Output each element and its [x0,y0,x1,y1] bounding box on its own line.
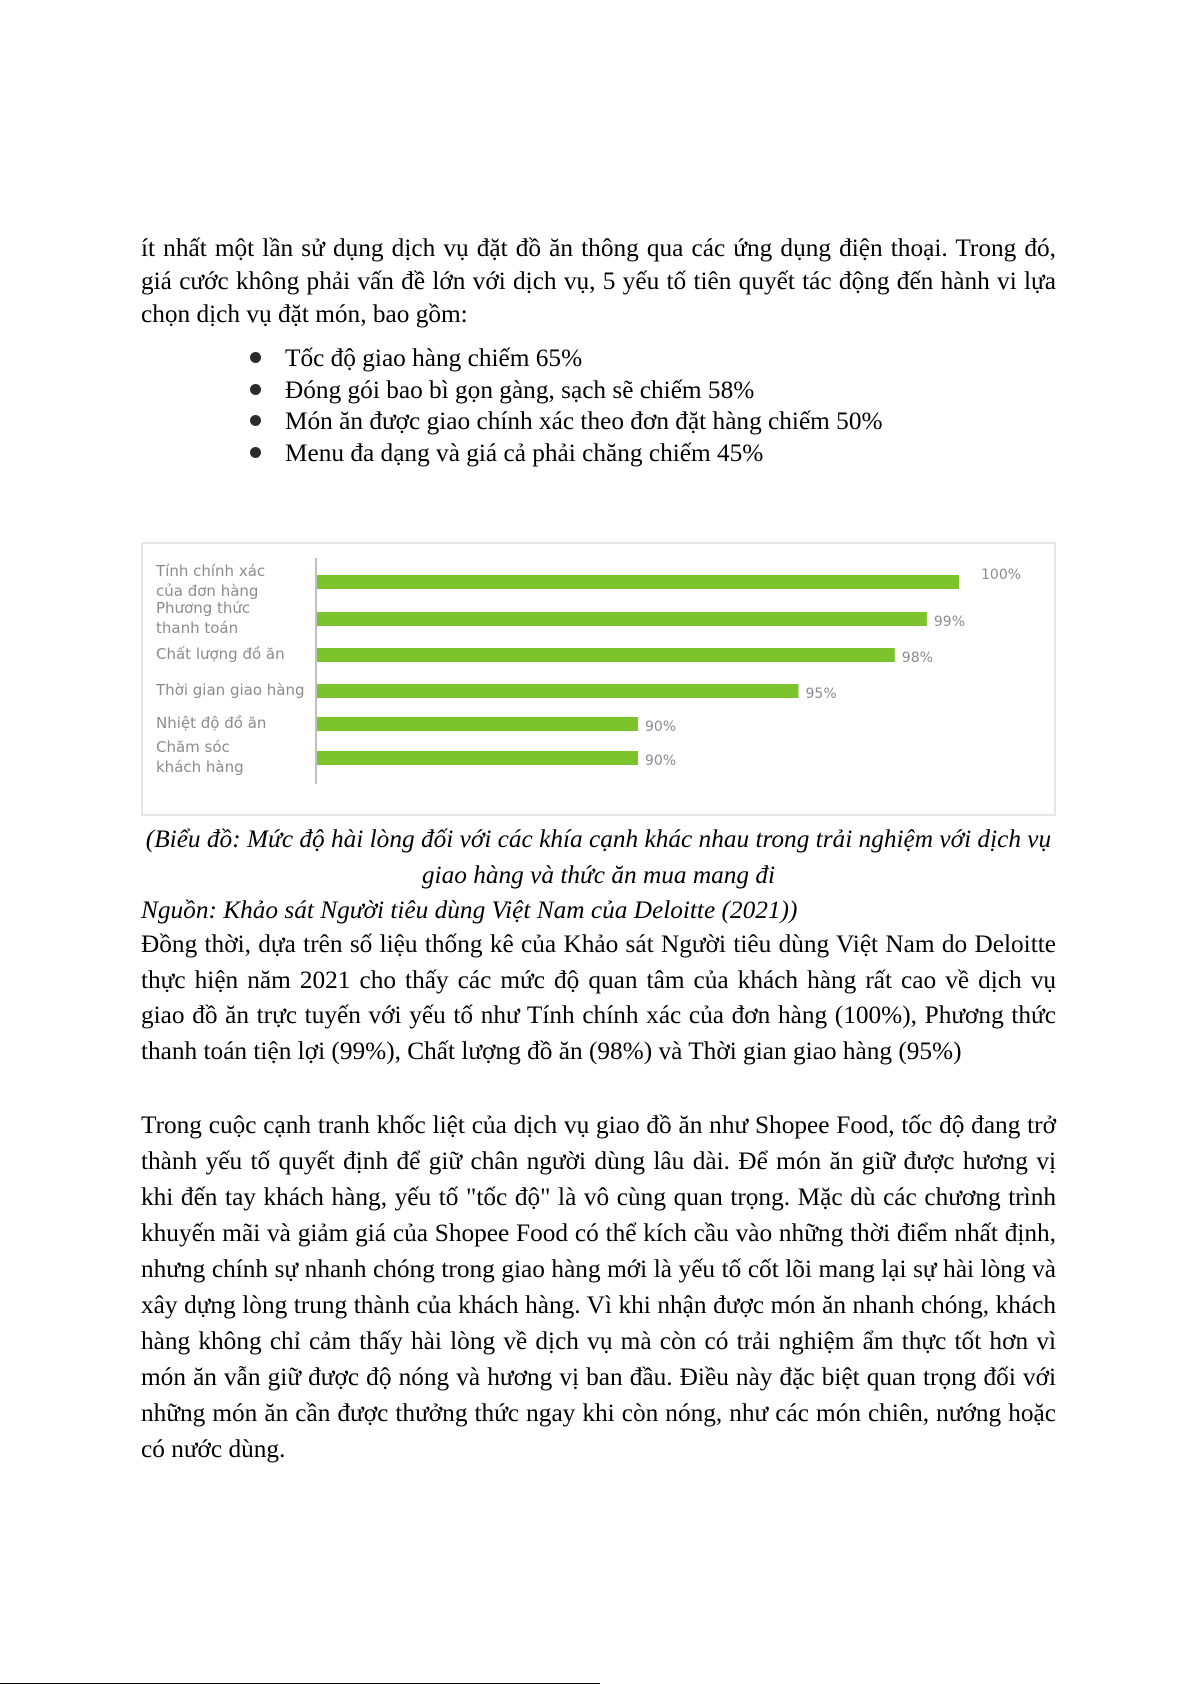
bar [317,575,959,589]
bar [317,648,895,662]
list-item [250,343,883,375]
category-label: Nhiệt độ đồ ăn [156,714,267,732]
category-label: Chất lượng đồ ăn [156,645,285,663]
category-label: Tính chính xác [156,562,266,580]
intro-paragraph: ít nhất một lần sử dụng dịch vụ đặt đồ ăn thông qua các ứng dụng điện thoại. Trong đó, giá cước không phải vấn đề lớn với dịch vụ, 5 yếu tố tiên quyết tác động đến hành vi lựa chọn dịch vụ đặt món, bao gồm: [141,234,1056,328]
chart-caption: (Biểu đồ: Mức độ hài lòng đối với các khía cạnh khác nhau trong trải nghiệm với dịch vụ giao hàng và thức ăn mua mang đi [145,825,1052,889]
satisfaction-chart [141,542,1056,816]
data-label: 95% [805,686,837,702]
list-item-text: Menu đa dạng và giá cả phải chăng chiếm 45% [285,438,764,467]
list-item-text: Đóng gói bao bì gọn gàng, sạch sẽ chiếm 58% [285,375,755,404]
data-label: 100% [981,567,1022,583]
category-label: Thời gian giao hàng [156,681,305,699]
data-label: 98% [901,650,933,666]
factor-list [250,343,883,469]
category-label: khách hàng [156,758,244,776]
category-label: Phương thức [156,599,251,617]
bullet-icon [250,352,261,363]
footnote-separator [0,1683,600,1684]
list-item [250,406,883,438]
list-item-text: Tốc độ giao hàng chiếm 65% [285,344,583,372]
bullet-icon [250,415,261,426]
bullet-icon [250,384,261,395]
data-label: 99% [933,614,966,630]
chart-source: Nguồn: Khảo sát Người tiêu dùng Việt Nam của Deloitte (2021)) [141,896,798,924]
bullet-icon [250,447,261,458]
list-item-text: Món ăn được giao chính xác theo đơn đặt hàng chiếm 50% [285,407,883,435]
category-label: Chăm sóc [156,738,230,756]
category-label: thanh toán [156,619,239,637]
bar [317,612,927,626]
bar [317,751,638,765]
category-label: của đơn hàng [156,582,259,600]
bar [317,684,799,698]
data-label: 90% [645,753,677,769]
list-item [250,438,883,470]
body-paragraph: Trong cuộc cạnh tranh khốc liệt của dịch vụ giao đồ ăn như Shopee Food, tốc độ đang trở thành yếu tố quyết định để giữ chân người dùng lâu dài. Để món ăn giữ được hương vị khi đến tay khách hàng, yếu tố "tốc độ" là vô cùng quan trọng. Mặc dù các chương trình khuyến mãi và giảm giá của Shopee Food có thể kích cầu vào những thời điểm nhất định, nhưng chính sự nhanh chóng trong giao hàng mới là yếu tố cốt lõi mang lại sự hài lòng và xây dựng lòng trung thành của khách hàng. Vì khi nhận được món ăn nhanh chóng, khách hàng không chỉ cảm thấy hài lòng về dịch vụ mà còn có trải nghiệm ẩm thực tốt hơn vì món ăn vẫn giữ được độ nóng và hương vị ban đầu. Điều này đặc biệt quan trọng đối với những món ăn cần được thưởng thức ngay khi còn nóng, như các món chiên, nướng hoặc có nước dùng. [141,1111,1056,1463]
body-paragraph: Đồng thời, dựa trên số liệu thống kê của Khảo sát Người tiêu dùng Việt Nam do Deloitte thực hiện năm 2021 cho thấy các mức độ quan tâm của khách hàng rất cao về dịch vụ giao đồ ăn trực tuyến với yếu tố như Tính chính xác của đơn hàng (100%), Phương thức thanh toán tiện lợi (99%), Chất lượng đồ ăn (98%) và Thời gian giao hàng (95%) [141,930,1056,1065]
bar [317,717,638,731]
list-item [250,375,883,407]
data-label: 90% [645,719,677,735]
chart-canvas [143,544,1054,814]
